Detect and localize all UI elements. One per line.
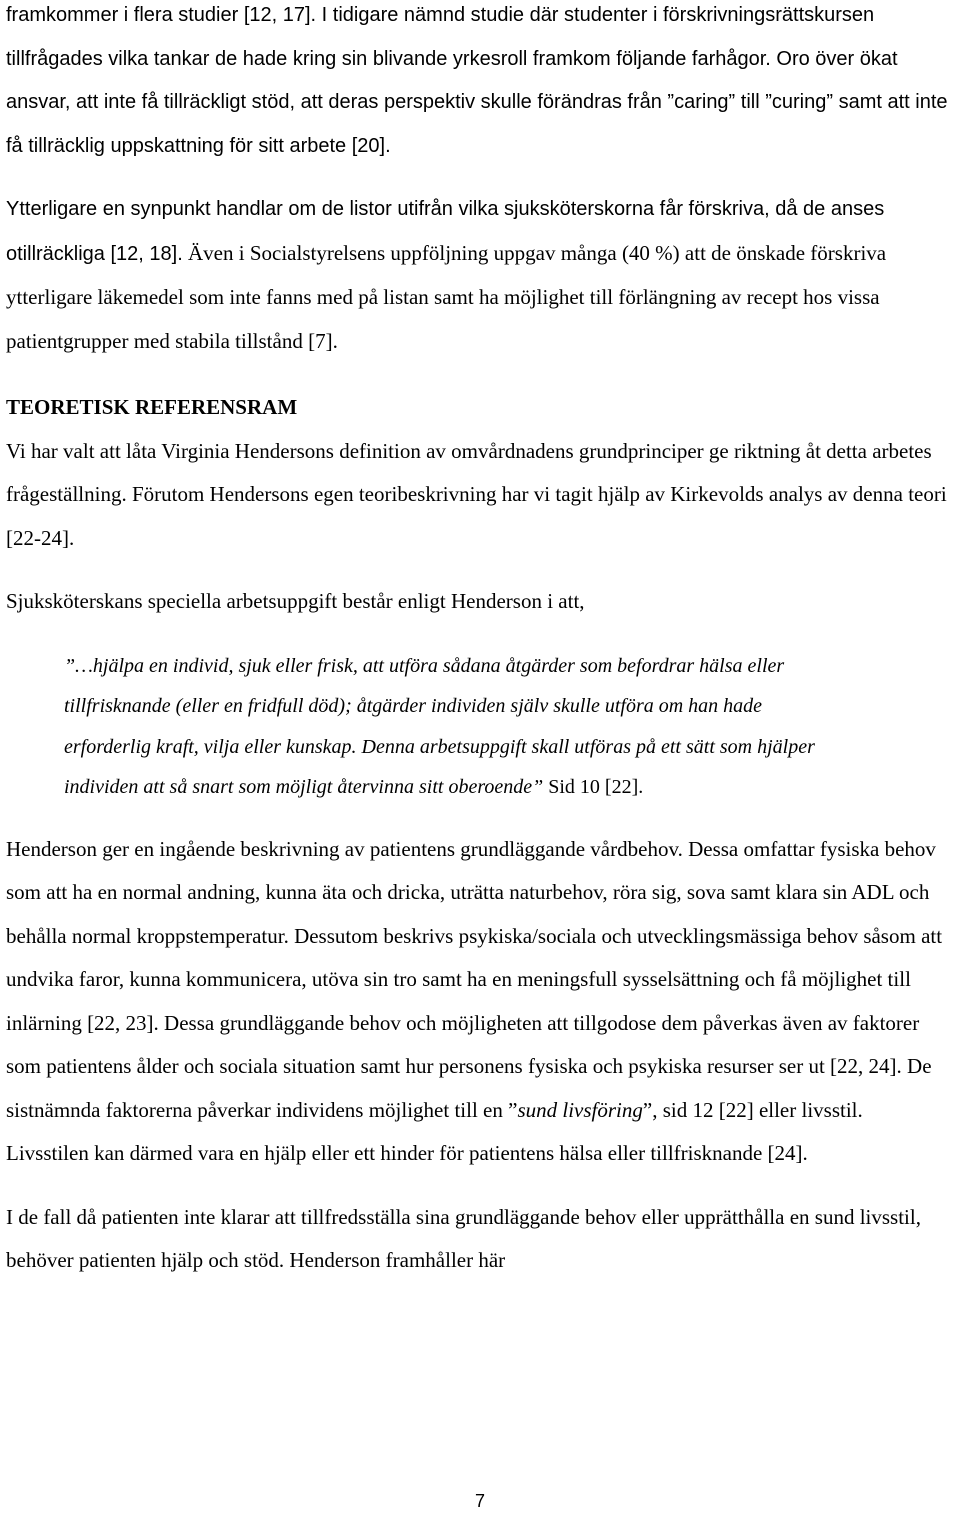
document-page [6, 0, 950, 1283]
paragraph-5 [6, 828, 950, 1176]
paragraph-2-text-sans: Ytterligare en synpunkt handlar om de listor utifrån vilka sjuksköterskorna får förskriva, då de anses otillräckliga [12, 18]. [6, 198, 885, 265]
paragraph-5-end: ”, sid 12 [22] eller livsstil. Livsstilen kan därmed vara en hjälp eller ett hinder för patientens hälsa eller tillfrisknande [24]. [6, 1097, 863, 1165]
paragraph-2-text-serif: Även i Socialstyrelsens uppföljning uppgav många (40 %) att de önskade förskriva ytterligare läkemedel som inte fanns med på listan samt ha möjlighet till förlängning av recept hos vissa patientgrupper med stabila tillstånd [7]. [6, 240, 887, 353]
paragraph-4-text: Sjuksköterskans speciella arbetsuppgift består enligt Henderson i att, [6, 589, 585, 613]
paragraph-6-text: I de fall då patienten inte klarar att tillfredsställa sina grundläggande behov eller upprätthålla en sund livsstil, behöver patienten hjälp och stöd. Henderson framhåller här [6, 1204, 921, 1272]
page-number: 7 [474, 1491, 485, 1511]
section-heading: TEORETISK REFERENSRAM [6, 395, 298, 419]
paragraph-6 [6, 1196, 950, 1283]
block-quote [64, 646, 844, 808]
paragraph-3-text: Vi har valt att låta Virginia Hendersons definition av omvårdnadens grundprinciper ge riktning åt detta arbetes frågeställning. Förutom Hendersons egen teoribeskrivning har vi tagit hjälp av Kirkevolds analys av denna teori [22-24]. [6, 438, 947, 550]
paragraph-1-text: framkommer i flera studier [12, 17]. I tidigare nämnd studie där studenter i förskrivningsrättskursen tillfrågades vilka tankar de hade kring sin blivande yrkesroll framkom följande farhågor. Oro över ökat ansvar, att inte få tillräckligt stöd, att deras perspektiv skulle förändras från ”caring” till ”curing” samt att inte få tillräcklig uppskattning för sitt arbete [20]. [6, 4, 948, 157]
paragraph-5-text: Henderson ger en ingående beskrivning av patientens grundläggande vårdbehov. Dessa omfattar fysiska behov som att ha en normal andning, kunna äta och dricka, uträtta naturbehov, röra sig, sova samt klara sin ADL och behålla normal kroppstemperatur. Dessutom beskrivs psykiska/sociala och utvecklingsmässiga behov såsom att undvika faror, kunna kommunicera, utöva sin tro samt ha en meningsfull sysselsättning och få möjlighet till inlärning [22, 23]. Dessa grundläggande behov och möjligheten att tillgodose dem påverkas även av faktorer som patientens ålder och sociala situation samt hur personens fysiska och psykiska resurser ser ut [22, 24]. De sistnämnda faktorerna påverkar individens möjlighet till en ” [6, 836, 943, 1122]
paragraph-2 [6, 188, 950, 363]
paragraph-3 [6, 430, 950, 561]
quote-reference: Sid 10 [22]. [543, 776, 644, 798]
paragraph-4 [6, 580, 950, 624]
paragraph-5-italic: sund livsföring [517, 1097, 643, 1122]
quote-text: ”…hjälpa en individ, sjuk eller frisk, att utföra sådana åtgärder som befordrar hälsa eller tillfrisknande (eller en fridfull död); åtgärder individen själv skulle utföra om han hade erforderlig kraft, vilja eller kunskap. Denna arbetsuppgift skall utföras på ett sätt som hjälper individen att så snart som möjligt återvinna sitt oberoende” [64, 654, 815, 798]
paragraph-1 [6, 0, 950, 168]
